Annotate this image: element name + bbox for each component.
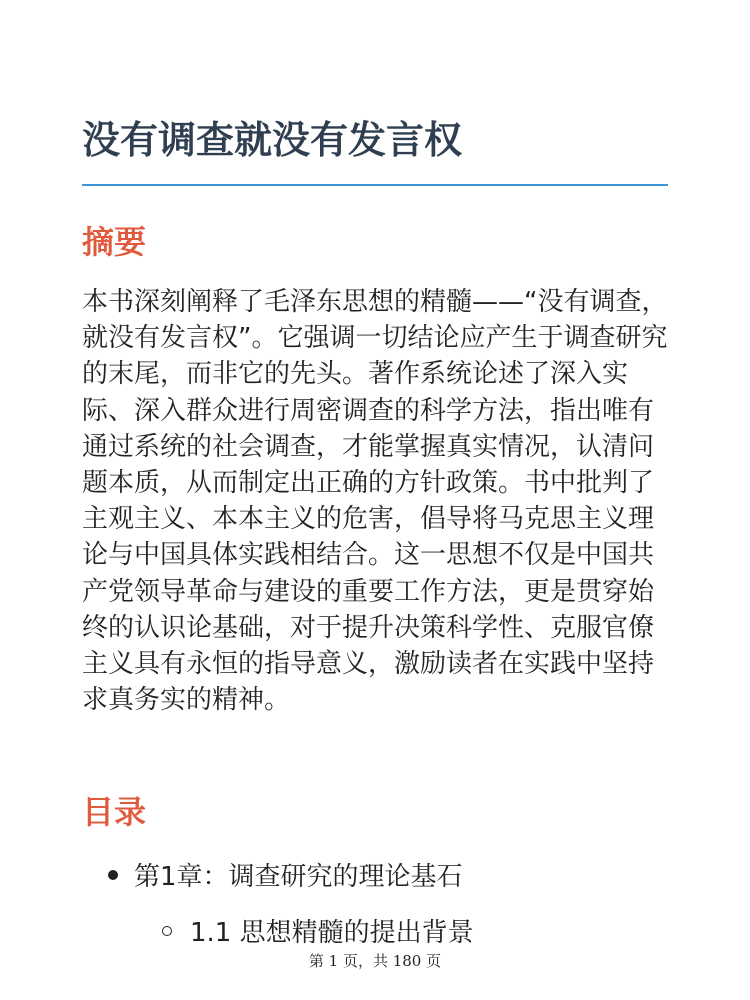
abstract-heading: 摘要	[82, 223, 147, 261]
toc-item-section-1-1[interactable]	[162, 914, 474, 952]
page-footer: 第 1 页，共 180 页	[308, 952, 442, 970]
bullet-circle-icon	[162, 926, 172, 936]
abstract-paragraph: 本书深刻阐释了毛泽东思想的精髓——“没有调查，就没有发言权”。它强调一切结论应产生于调查研究的末尾，而非它的先头。著作系统论述了深入实际、深入群众进行周密调查的科学方法，指出唯有通过系统的社会调查，才能掌握真实情况，认清问题本质，从而制定出正确的方针政策。书中批判了主观主义、本本主义的危害，倡导将马克思主义理论与中国具体实践相结合。这一思想不仅是中国共产党领导革命与建设的重要工作方法，更是贯穿始终的认识论基础，对于提升决策科学性、克服官僚主义具有永恒的指导意义，激励读者在实践中坚持求真务实的精神。	[82, 287, 668, 716]
toc-item-chapter-1[interactable]	[108, 858, 463, 896]
bullet-disc-icon	[108, 870, 118, 880]
toc-item-label: 第1章：调查研究的理论基石	[134, 862, 463, 892]
toc-item-label: 1.1 思想精髓的提出背景	[190, 918, 474, 948]
document-title: 没有调查就没有发言权	[82, 118, 463, 162]
title-divider	[82, 184, 668, 186]
toc-heading: 目录	[82, 793, 147, 831]
